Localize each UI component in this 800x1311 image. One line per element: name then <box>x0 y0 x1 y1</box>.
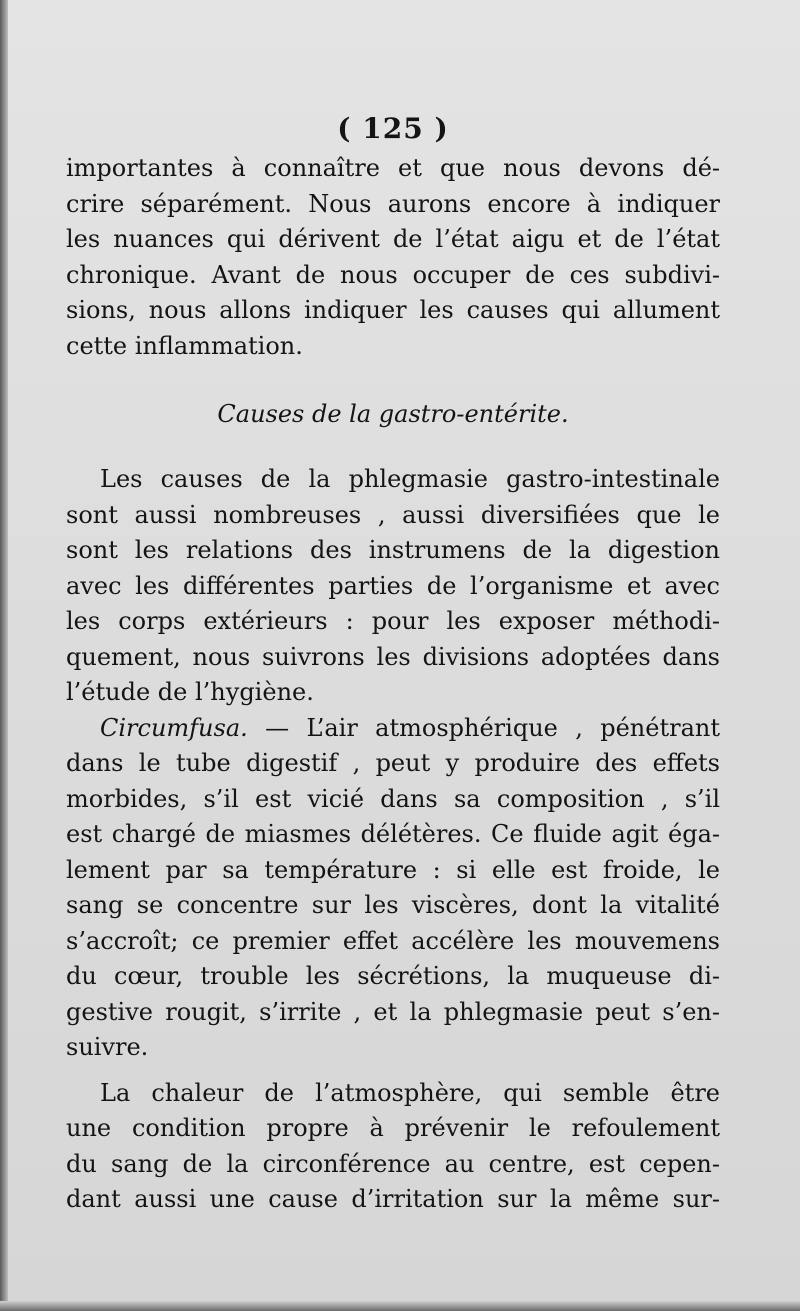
text-line: les nuances qui dérivent de l’état aigu et de l’état <box>66 225 720 253</box>
paragraph-causes <box>66 462 720 711</box>
text-line: du sang de la circonférence au centre, est cepen- <box>66 1149 720 1178</box>
text-line: quement, nous suivrons les divisions adoptées dans <box>66 642 720 671</box>
paragraph-circumfusa <box>66 711 720 1066</box>
text-line: sont aussi nombreuses , aussi diversifiées que le <box>66 500 720 529</box>
text-line: sang se concentre sur les viscères, dont la vitalité <box>66 891 720 919</box>
page-bottom-shadow <box>0 1301 800 1311</box>
text-line: cette inflammation. <box>66 331 303 360</box>
text-line: dans le tube digestif , peut y produire des effets <box>66 749 720 777</box>
text-line: du cœur, trouble les sécrétions, la muqueuse di- <box>66 962 720 990</box>
section-heading: Causes de la gastro-entérite. <box>217 400 569 428</box>
text-run: — L’air atmosphérique , pénétrant <box>265 713 720 742</box>
text-line: Les causes de la phlegmasie gastro-intestinale <box>100 465 720 493</box>
lead-term: Circumfusa. <box>100 713 248 742</box>
text-line: importantes à connaître et que nous devons dé- <box>66 154 720 182</box>
text-line <box>66 711 720 747</box>
text-line: gestive rougit, s’irrite , et la phlegmasie peut s’en- <box>66 997 720 1026</box>
text-line: La chaleur de l’atmosphère, qui semble être <box>100 1078 720 1107</box>
text-line: l’étude de l’hygiène. <box>66 678 314 706</box>
text-line: lement par sa température : si elle est froide, le <box>66 855 720 884</box>
text-line: est chargé de miasmes délétères. Ce fluide agit éga- <box>66 820 720 848</box>
text-line: les corps extérieurs : pour les exposer méthodi- <box>66 607 720 635</box>
text-line: une condition propre à prévenir le refoulement <box>66 1114 720 1142</box>
text-line: sont les relations des instrumens de la digestion <box>66 536 720 564</box>
text-line: chronique. Avant de nous occuper de ces subdivi- <box>66 260 720 289</box>
text-line: dant aussi une cause d’irritation sur la même sur- <box>66 1185 720 1213</box>
text-line: avec les différentes parties de l’organisme et avec <box>66 571 720 600</box>
page-number: ( 125 ) <box>337 112 449 145</box>
text-line: morbides, s’il est vicié dans sa composition , s’il <box>66 784 720 813</box>
text-line: s’accroît; ce premier effet accélère les mouvemens <box>66 926 720 955</box>
text-line: sions, nous allons indiquer les causes qui allument <box>66 296 720 324</box>
paragraph-chaleur <box>66 1076 720 1218</box>
page-text <box>66 112 720 1218</box>
text-line: suivre. <box>66 1033 149 1061</box>
paragraph-intro <box>66 151 720 364</box>
page-edge-shadow <box>0 0 8 1311</box>
text-line: crire séparément. Nous aurons encore à indiquer <box>66 189 720 218</box>
